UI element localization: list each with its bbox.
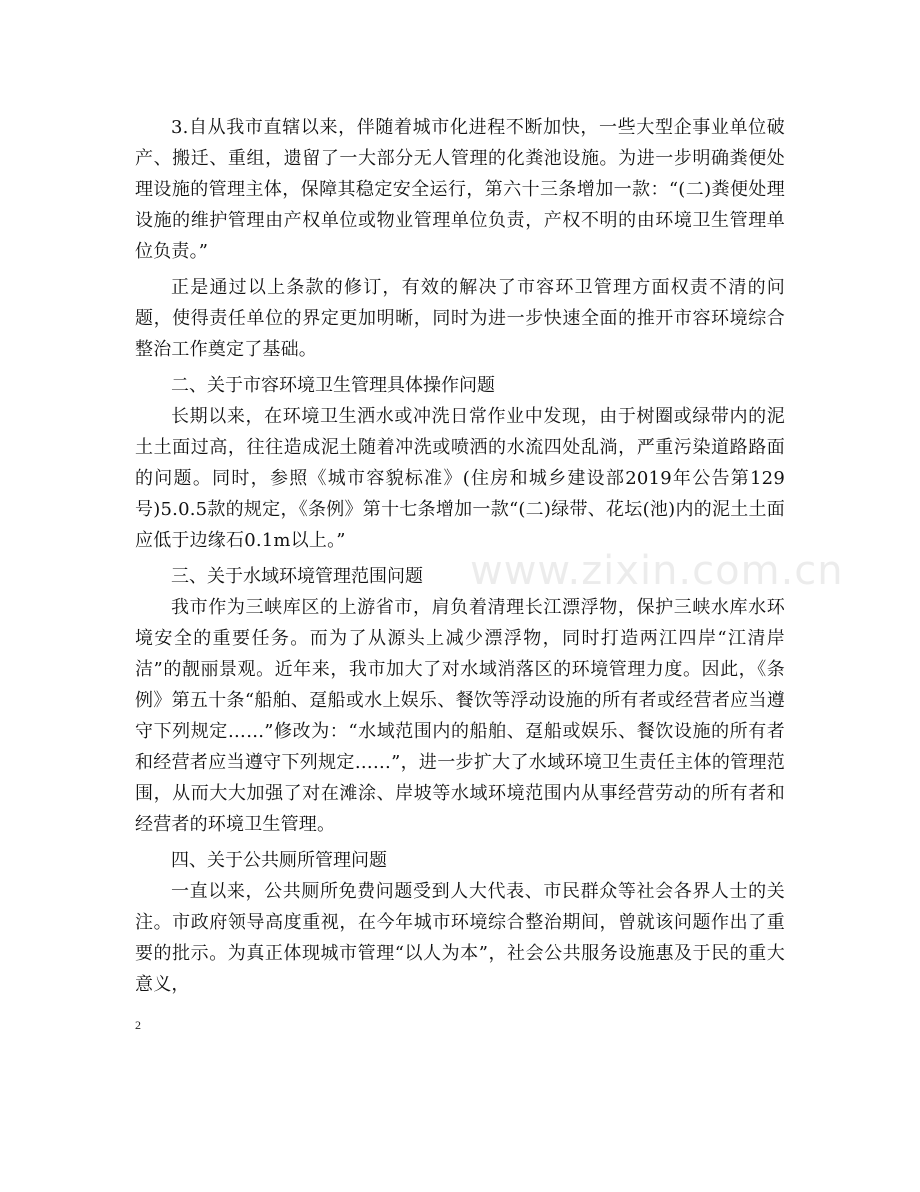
paragraph-septic-facilities: 3.自从我市直辖以来，伴随着城市化进程不断加快，一些大型企事业单位破产、搬迁、重组，遗留了一大部分无人管理的化粪池设施。为进一步明确粪便处理设施的管理主体，保障其稳定安全运行，第六十三条增加一款：“(二)粪便处理设施的维护管理由产权单位或物业管理单位负责，产权不明的由环境卫生管理单位负责。” — [135, 117, 785, 262]
page-number: 2 — [135, 1018, 141, 1032]
paragraph-public-toilets: 一直以来，公共厕所免费问题受到人大代表、市民群众等社会各界人士的关注。市政府领导高度重视，在今年城市环境综合整治期间，曾就该问题作出了重要的批示。为真正体现城市管理“以人为本”，社会公共服务设施惠及于民的重大意义， — [135, 881, 785, 995]
section-heading-public-toilets: 四、关于公共厕所管理问题 — [171, 850, 387, 871]
section-heading-water-area: 三、关于水域环境管理范围问题 — [171, 566, 423, 587]
paragraph-revision-summary: 正是通过以上条款的修订，有效的解决了市容环卫管理方面权责不清的问题，使得责任单位的界定更加明晰，同时为进一步快速全面的推开市容环境综合整治工作奠定了基础。 — [135, 277, 785, 360]
watermark-text: www.zixin.com.cn — [470, 548, 844, 594]
paragraph-water-area-management: 我市作为三峡库区的上游省市，肩负着清理长江漂浮物，保护三峡水库水环境安全的重要任务。而为了从源头上减少漂浮物，同时打造两江四岸“江清岸洁”的靓丽景观。近年来，我市加大了对水域消落区的环境管理力度。因此，《条例》第五十条“船舶、趸船或水上娱乐、餐饮等浮动设施的所有者或经营者应当遵守下列规定……”修改为：“水域范围内的船舶、趸船或娱乐、餐饮设施的所有者和经营者应当遵守下列规定……”，进一步扩大了水域环境卫生责任主体的管理范围，从而大大加强了对在滩涂、岸坡等水域环境范围内从事经营劳动的所有者和经营者的环境卫生管理。 — [135, 597, 785, 835]
paragraph-soil-surface: 长期以来，在环境卫生洒水或冲洗日常作业中发现，由于树圈或绿带内的泥土土面过高，往往造成泥土随着冲洗或喷洒的水流四处乱淌，严重污染道路路面的问题。同时，参照《城市容貌标准》(住房和城乡建设部2019年公告第129号)5.0.5款的规定，《条例》第十七条增加一款“(二)绿带、花坛(池)内的泥土土面应低于边缘石0.1m以上。” — [135, 406, 785, 551]
section-heading-sanitation-operations: 二、关于市容环境卫生管理具体操作问题 — [171, 375, 495, 396]
